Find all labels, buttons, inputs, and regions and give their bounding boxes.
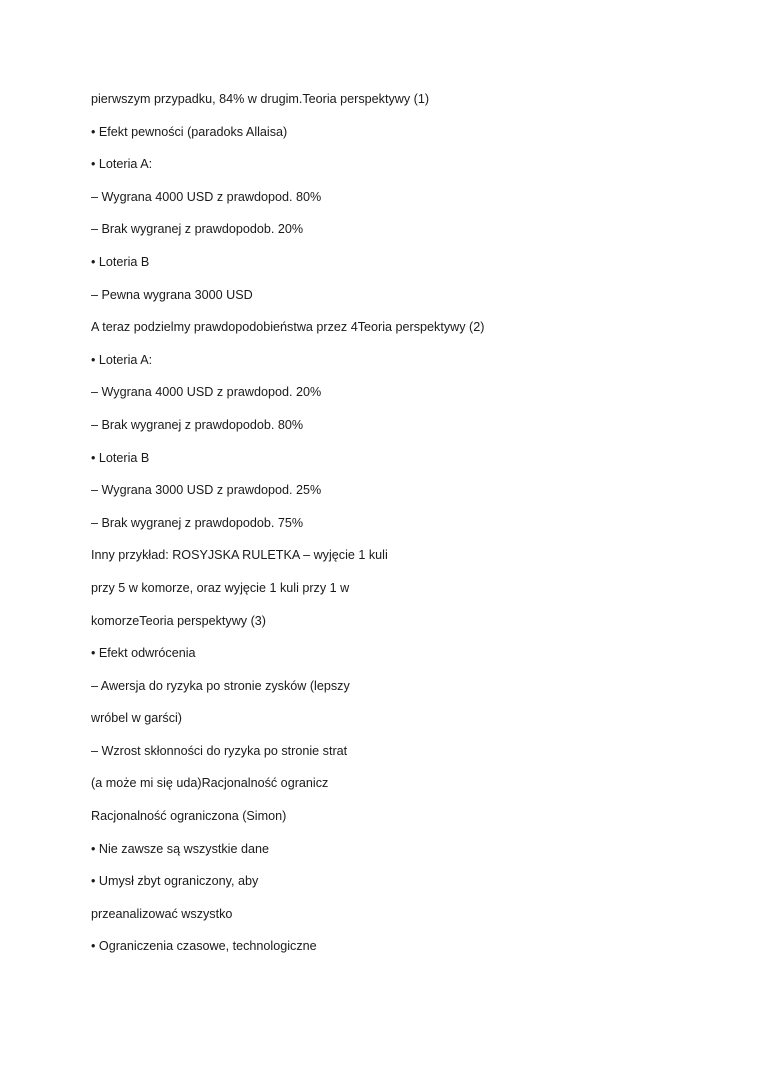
text-line: (a może mi się uda)Racjonalność ogranicz [91,776,329,791]
bullet-item: • Loteria A: [91,157,153,172]
bullet-item: • Efekt odwrócenia [91,646,196,661]
text-line: A teraz podzielmy prawdopodobieństwa przez 4Teoria perspektywy (2) [91,320,485,335]
text-line: komorzeTeoria perspektywy (3) [91,613,266,628]
bullet-item: • Loteria B [91,254,150,269]
text-line: Racjonalność ograniczona (Simon) [91,809,287,824]
bullet-item: • Loteria B [91,450,150,465]
sub-item: – Brak wygranej z prawdopodob. 75% [91,515,304,530]
bullet-item: • Loteria A: [91,352,153,367]
text-line: wróbel w garści) [91,711,182,726]
sub-item: – Brak wygranej z prawdopodob. 80% [91,417,304,432]
text-line: przeanalizować wszystko [91,906,233,921]
document-body [91,89,711,969]
text-line: Inny przykład: ROSYJSKA RULETKA – wyjęcie 1 kuli [91,548,388,563]
sub-item: – Wygrana 4000 USD z prawdopod. 80% [91,189,322,204]
sub-item: – Wygrana 4000 USD z prawdopod. 20% [91,385,322,400]
text-line: pierwszym przypadku, 84% w drugim.Teoria perspektywy (1) [91,92,430,106]
bullet-item: • Ograniczenia czasowe, technologiczne [91,939,317,954]
sub-item: – Wzrost skłonności do ryzyka po stronie strat [91,743,348,758]
sub-item: – Wygrana 3000 USD z prawdopod. 25% [91,483,322,498]
sub-item: – Pewna wygrana 3000 USD [91,287,253,302]
bullet-item: • Efekt pewności (paradoks Allaisa) [91,124,288,139]
bullet-item: • Nie zawsze są wszystkie dane [91,841,269,856]
sub-item: – Brak wygranej z prawdopodob. 20% [91,222,304,237]
bullet-item: • Umysł zbyt ograniczony, aby [91,874,259,889]
sub-item: – Awersja do ryzyka po stronie zysków (lepszy [91,678,350,693]
text-line: przy 5 w komorze, oraz wyjęcie 1 kuli przy 1 w [91,580,350,595]
